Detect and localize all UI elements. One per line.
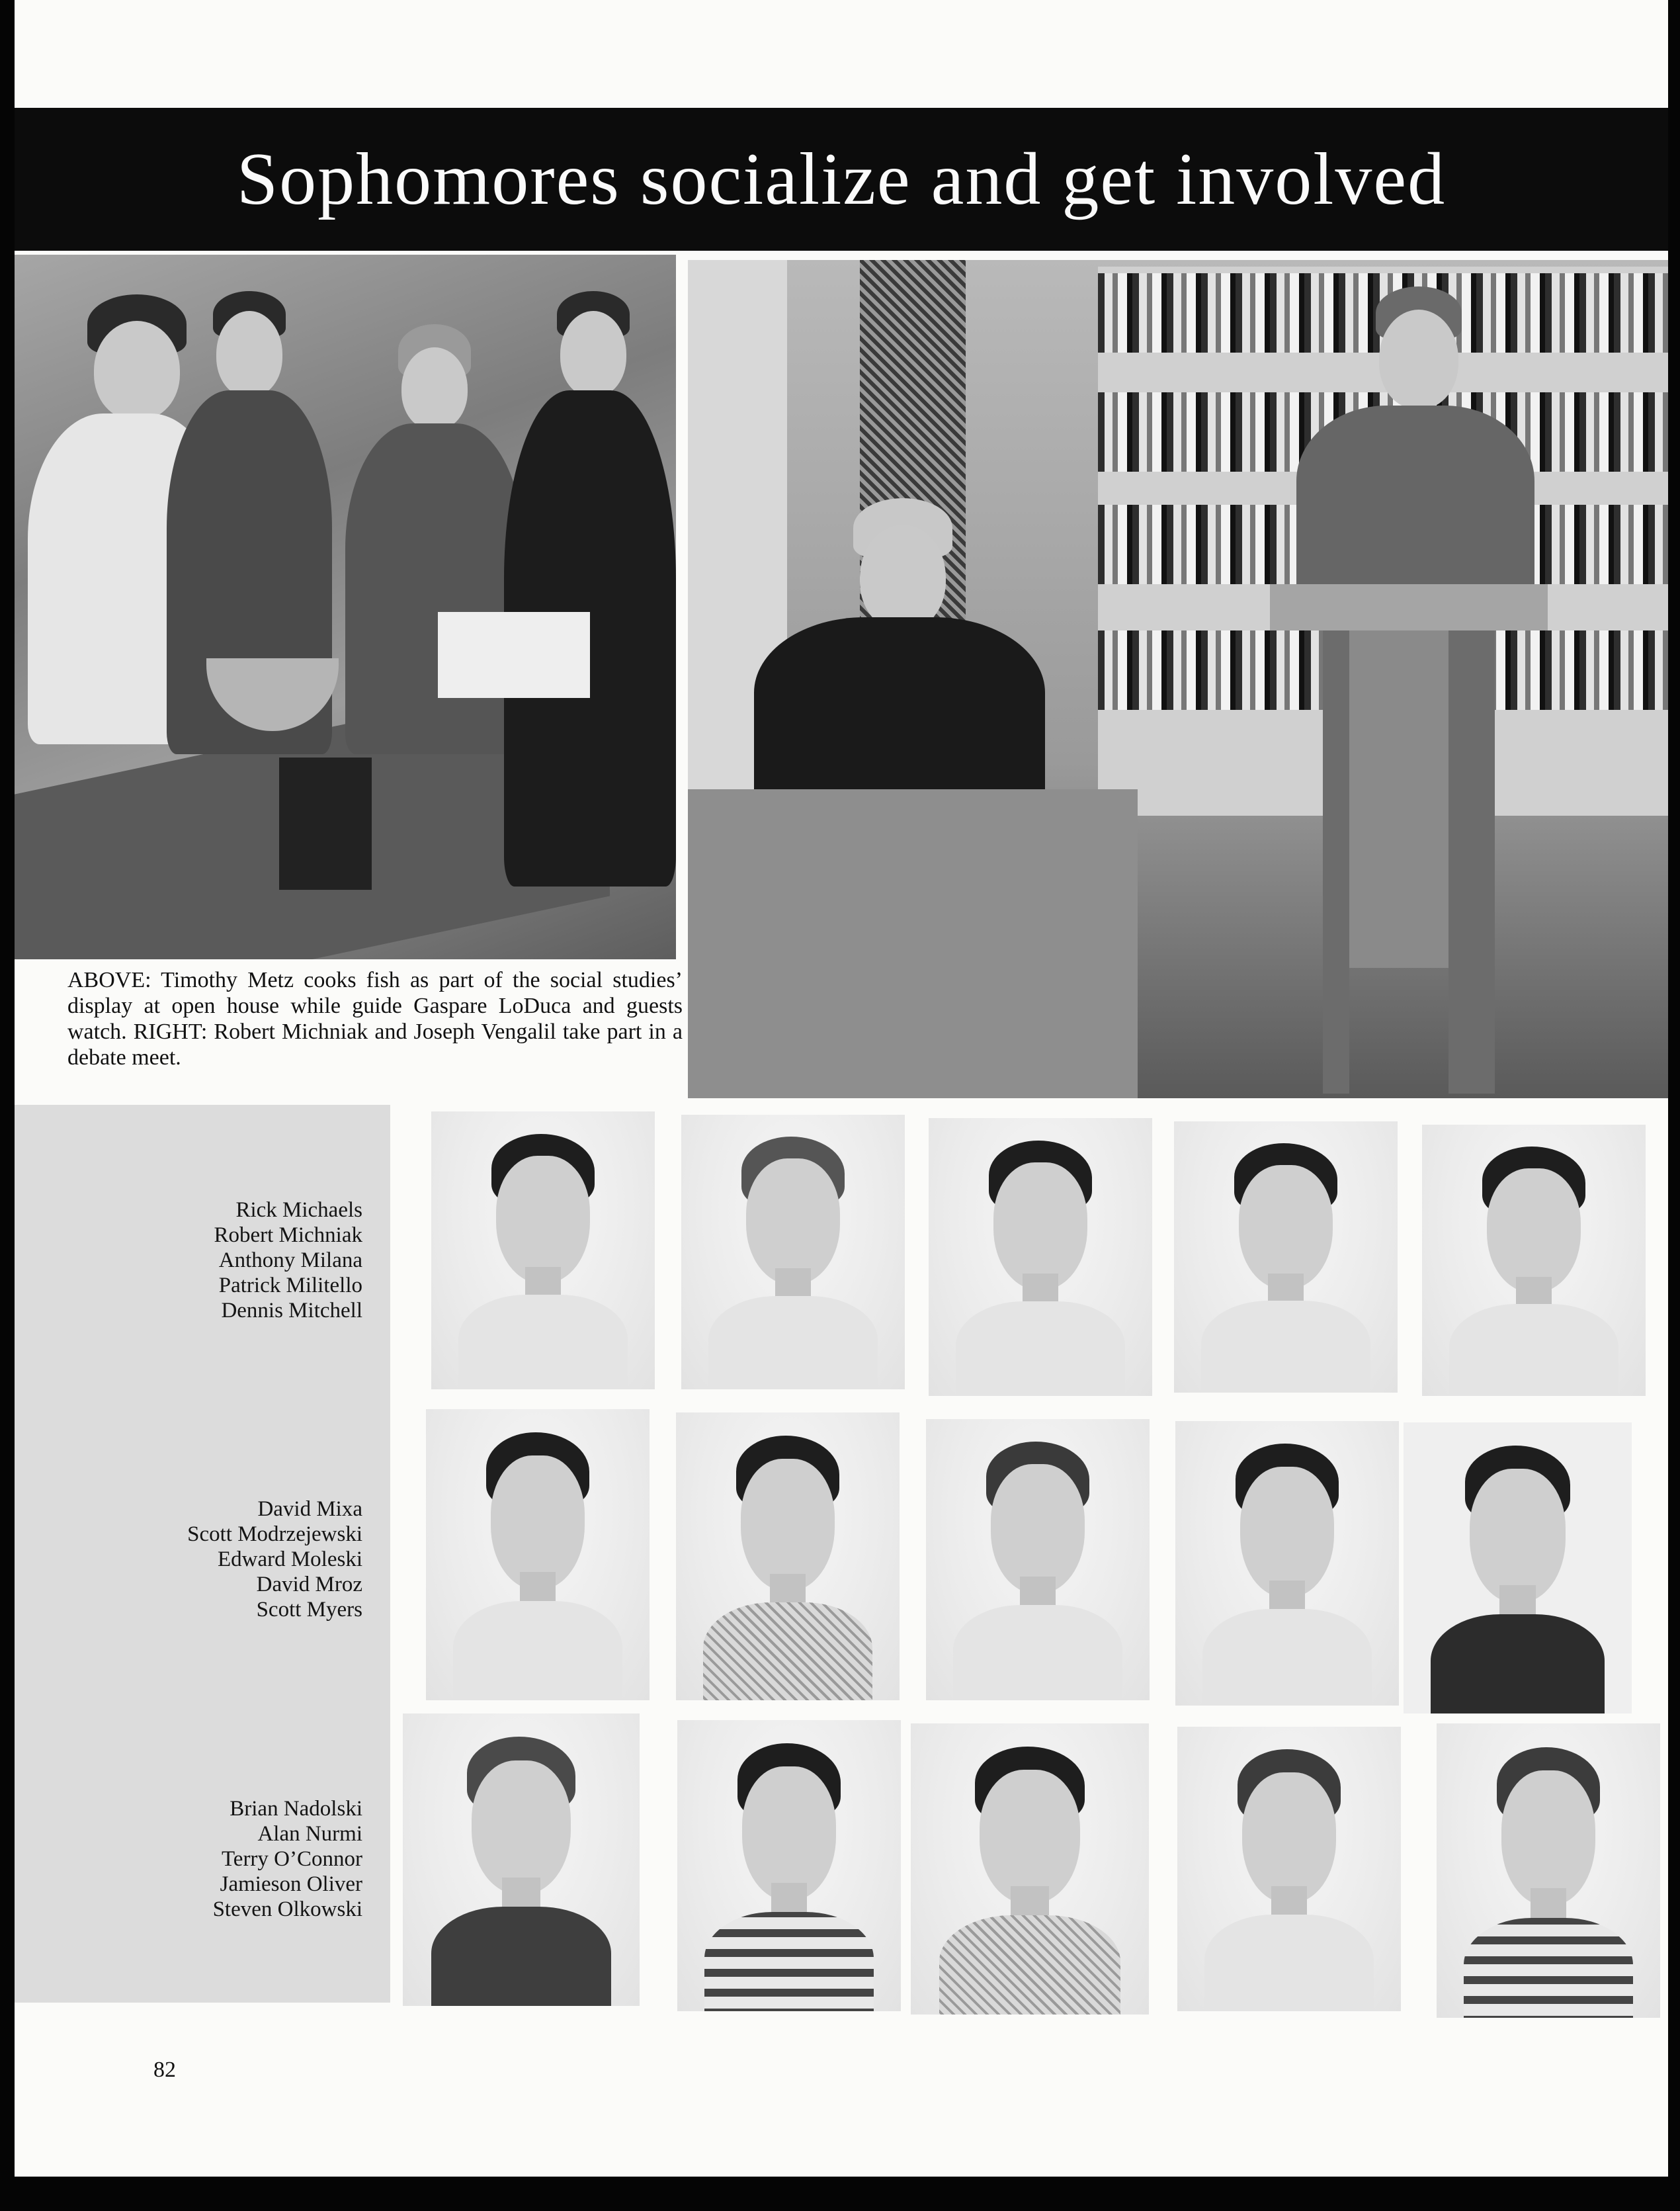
student-portrait [681, 1115, 905, 1389]
student-name: Edward Moleski [217, 1547, 362, 1571]
title-banner [15, 108, 1668, 251]
student-portrait [431, 1111, 655, 1389]
student-name: Steven Olkowski [212, 1897, 362, 1921]
student-name: Patrick Militello [218, 1274, 362, 1297]
student-name: Jamieson Oliver [220, 1872, 362, 1896]
open-house-photo [15, 255, 676, 959]
student-portrait [911, 1723, 1149, 2015]
podium-stand [1323, 630, 1495, 1094]
name-list-row-2 [187, 1496, 362, 1622]
debate-meet-photo [688, 260, 1668, 1098]
student-name: Scott Modrzejewski [187, 1522, 362, 1546]
student-name: Alan Nurmi [257, 1822, 362, 1846]
yearbook-page [15, 0, 1668, 2177]
page-title: Sophomores socialize and get involved [236, 138, 1447, 220]
student-portrait [1177, 1727, 1401, 2011]
photo-caption: ABOVE: Timothy Metz cooks fish as part of the social studies’ display at open house while guide Gaspare LoDuca and guests watch. RIGHT: Robert Michniak and Joseph Vengalil take part in a debate meet. [67, 968, 683, 1070]
student-name: David Mixa [257, 1497, 362, 1521]
student-portrait [1437, 1723, 1660, 2018]
student-name: Scott Myers [256, 1598, 362, 1622]
student-portrait [403, 1713, 640, 2006]
student-portrait [677, 1720, 901, 2011]
student-name: Rick Michaels [235, 1198, 362, 1222]
guest-figure [504, 291, 676, 887]
student-portrait [1404, 1422, 1632, 1713]
page-number: 82 [153, 2058, 176, 2082]
name-list-row-1 [214, 1197, 362, 1323]
student-portrait [926, 1419, 1150, 1700]
student-name: Robert Michniak [214, 1223, 362, 1247]
student-portrait [426, 1409, 650, 1700]
names-panel [15, 1105, 390, 2003]
student-name: Brian Nadolski [230, 1797, 362, 1821]
bottles [279, 758, 372, 890]
name-list-row-3 [213, 1796, 362, 1922]
student-portrait [1174, 1121, 1398, 1393]
student-portrait [1422, 1125, 1646, 1396]
student-portrait [1175, 1421, 1399, 1706]
student-name: Dennis Mitchell [221, 1299, 362, 1322]
student-portrait [929, 1118, 1152, 1396]
student-name: Anthony Milana [218, 1248, 362, 1272]
student-portrait [676, 1412, 900, 1700]
podium [1270, 584, 1548, 630]
student-name: David Mroz [256, 1573, 362, 1596]
debate-table [688, 789, 1138, 1098]
student-name: Terry O’Connor [221, 1847, 362, 1871]
containers [438, 612, 590, 698]
